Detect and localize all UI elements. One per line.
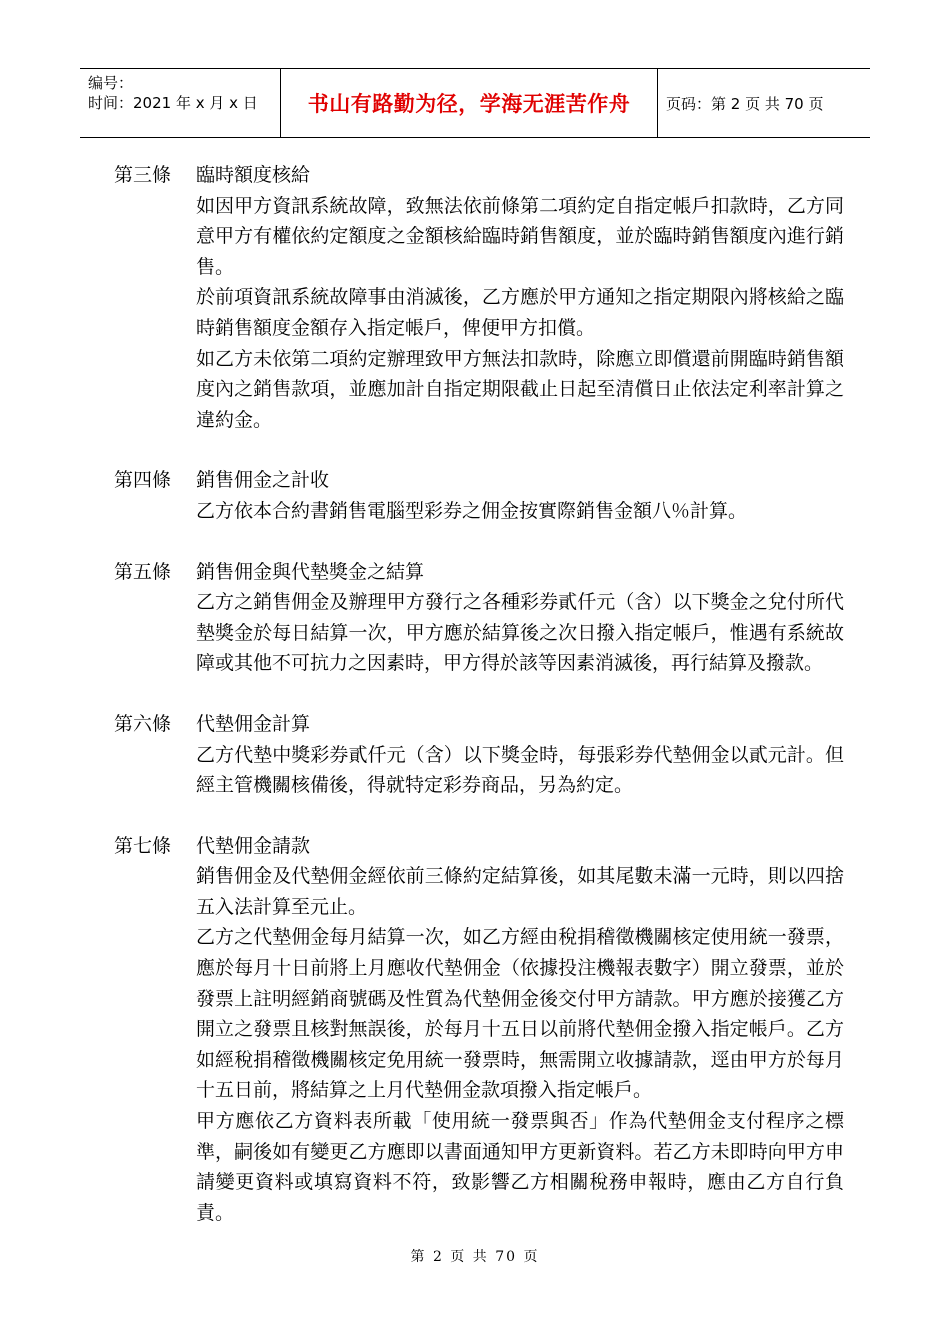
- paragraph: 乙方代墊中獎彩券貳仟元（含）以下獎金時，每張彩券代墊佣金以貳元計。但經主管機關核備後，得就特定彩券商品，另為約定。: [196, 743, 844, 797]
- page-footer: [0, 1246, 950, 1266]
- article-number: 第七條: [114, 834, 172, 857]
- article-title: 臨時額度核給: [196, 164, 311, 186]
- paragraph: 乙方之銷售佣金及辦理甲方發行之各種彩券貳仟元（含）以下獎金之兌付所代墊獎金於每日結算一次，甲方應於結算後之次日撥入指定帳戶，惟遇有系統故障或其他不可抗力之因素時，甲方得於該等因素消滅後，再行結算及撥款。: [196, 591, 844, 675]
- article-title: 銷售佣金之計收: [196, 469, 330, 492]
- paragraph: 乙方之代墊佣金每月結算一次，如乙方經由稅捐稽徵機關核定使用統一發票，應於每月十日前將上月應收代墊佣金（依據投注機報表數字）開立發票，並於發票上註明經銷商號碼及性質為代墊佣金後交付甲方請款。甲方應於接獲乙方開立之發票且核對無誤後，於每月十五日以前將代墊佣金撥入指定帳戶。乙方如經稅捐稽徵機關核定免用統一發票時，無需開立收據請款，逕由甲方於每月十五日前，將結算之上月代墊佣金款項撥入指定帳戶。: [196, 926, 844, 1102]
- paragraph: 如乙方未依第二項約定辦理致甲方無法扣款時，除應立即償還前開臨時銷售額度內之銷售款項，並應加計自指定期限截止日起至清償日止依法定利率計算之違約金。: [196, 347, 844, 431]
- article-number: 第三條: [114, 164, 172, 186]
- article: [114, 831, 844, 1229]
- paragraph: 銷售佣金及代墊佣金經依前三條約定結算後，如其尾數未滿一元時，則以四捨五入法計算至元止。: [196, 865, 844, 918]
- document-body: [114, 160, 844, 1258]
- header-pageinfo-cell: [658, 69, 870, 137]
- article-title: 代墊佣金請款: [196, 834, 311, 857]
- paragraph: 於前項資訊系統故障事由消滅後，乙方應於甲方通知之指定期限內將核給之臨時銷售額度金額存入指定帳戶，俾便甲方扣償。: [196, 286, 844, 339]
- article-heading: [114, 831, 844, 862]
- page-info: 页码：第 2 页 共 70 页: [666, 94, 824, 113]
- article-title: 代墊佣金計算: [196, 712, 311, 735]
- article-number: 第四條: [114, 469, 172, 492]
- article: [114, 557, 844, 679]
- article-heading: [114, 709, 844, 740]
- article: [114, 465, 844, 526]
- header-meta: [80, 69, 281, 137]
- serial-label: 编号：: [88, 74, 134, 92]
- motto-text: 书山有路勤为径，学海无涯苦作舟: [307, 92, 631, 116]
- article-number: 第五條: [114, 560, 172, 583]
- footer-page-number: 第 2 页 共 70 页: [410, 1249, 540, 1265]
- article-heading: [114, 465, 844, 496]
- article-title: 銷售佣金與代墊獎金之結算: [196, 560, 425, 583]
- article-heading: [114, 557, 844, 588]
- date-label: 时间：2021 年 x 月 x 日: [88, 94, 258, 112]
- article: [114, 160, 844, 435]
- paragraph: 甲方應依乙方資料表所載「使用統一發票與否」作為代墊佣金支付程序之標準，嗣後如有變更乙方應即以書面通知甲方更新資料。若乙方未即時向甲方申請變更資料或填寫資料不符，致影響乙方相關稅務申報時，應由乙方自行負責。: [196, 1110, 844, 1224]
- paragraph: 乙方依本合約書銷售電腦型彩券之佣金按實際銷售金額八％計算。: [196, 499, 748, 522]
- article-number: 第六條: [114, 712, 172, 735]
- paragraph: 如因甲方資訊系統故障，致無法依前條第二項約定自指定帳戶扣款時，乙方同意甲方有權依約定額度之金額核給臨時銷售額度，並於臨時銷售額度內進行銷售。: [196, 194, 844, 278]
- article: [114, 709, 844, 801]
- header-motto-cell: [281, 69, 658, 137]
- article-heading: [114, 160, 844, 191]
- page-header: [80, 68, 870, 138]
